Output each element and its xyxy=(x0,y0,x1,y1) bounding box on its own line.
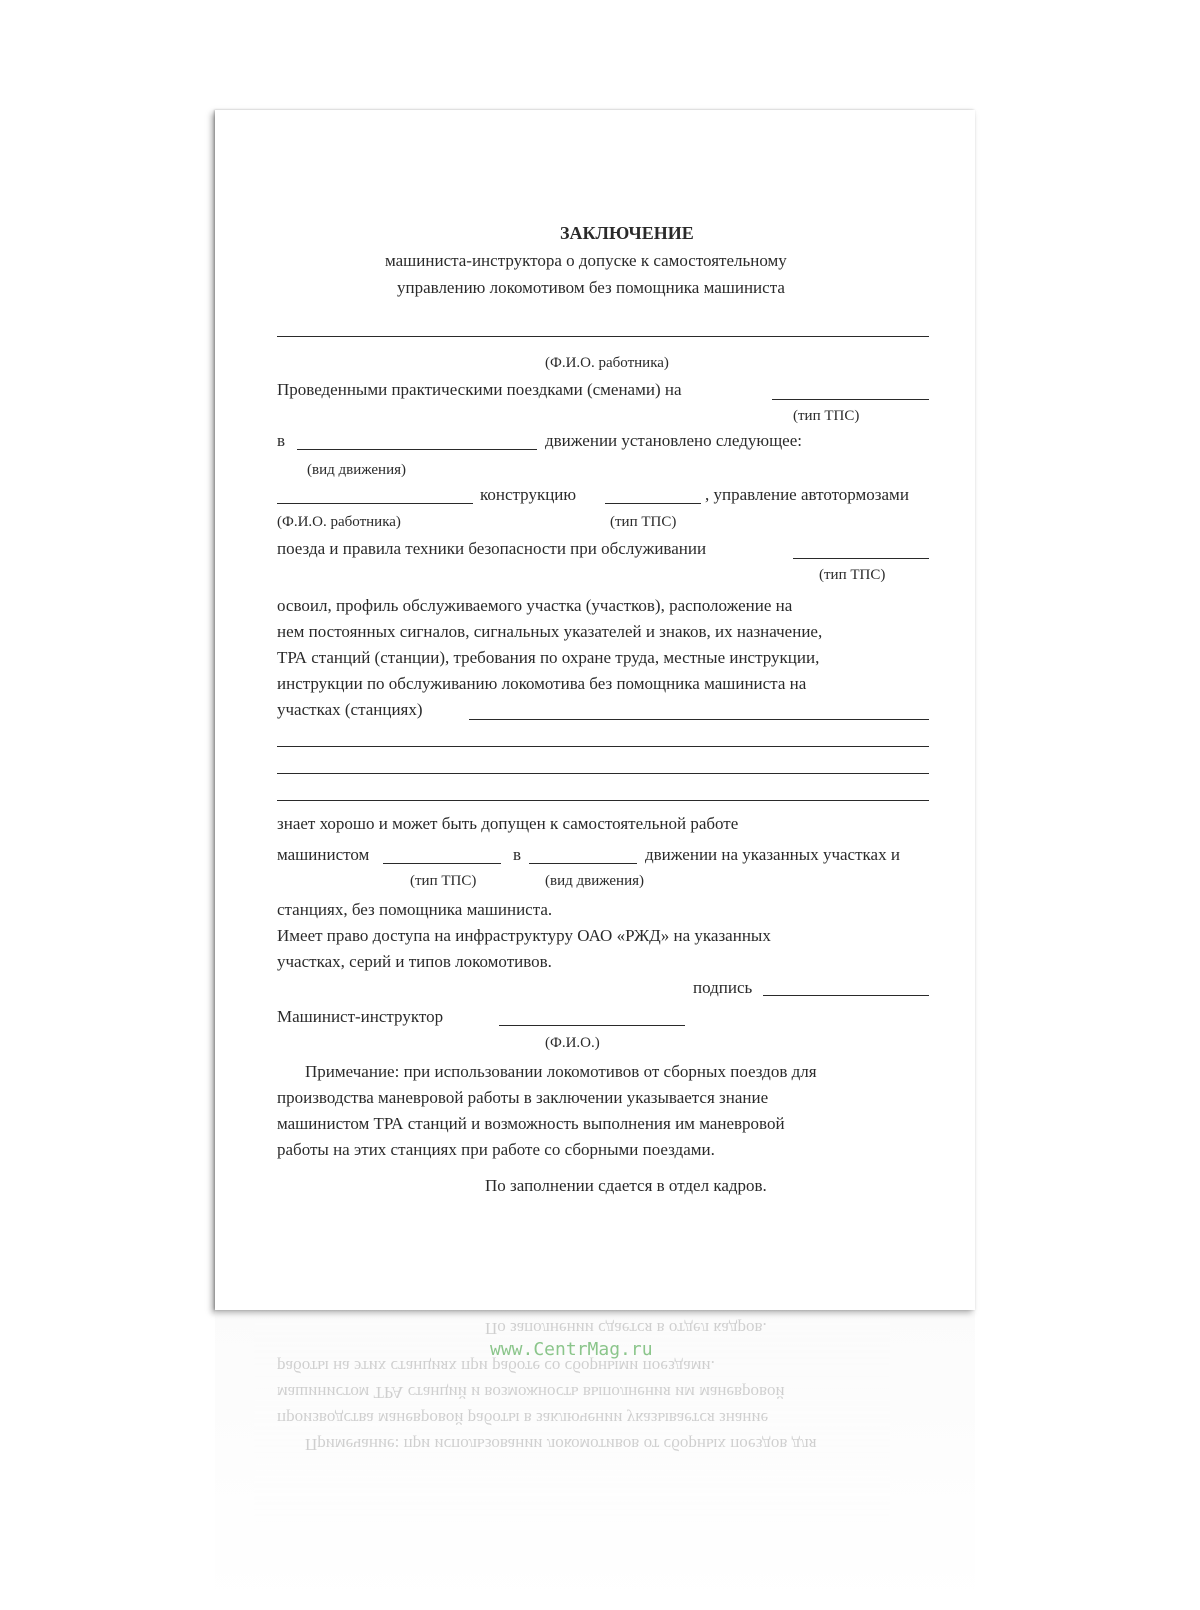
worker-name-caption: (Ф.И.О. работника) xyxy=(545,355,669,371)
body-line-1: освоил, профиль обслуживаемого участка (участков), расположение на xyxy=(277,596,793,615)
tps-type-line-2 xyxy=(605,503,701,504)
worker-name-line-2 xyxy=(277,503,473,504)
body-line-5: участках (станциях) xyxy=(277,700,423,719)
form-title: ЗАКЛЮЧЕНИЕ xyxy=(560,223,694,243)
sections-line-4 xyxy=(277,800,929,801)
note-line-1: Примечание: при использовании локомотивов от сборных поездов для xyxy=(305,1062,817,1081)
worker-name-caption-2: (Ф.И.О. работника) xyxy=(277,514,401,530)
tps-type-caption-3: (тип ТПС) xyxy=(819,567,886,583)
tps-type-line-3 xyxy=(793,558,929,559)
reflection-note-line-1: Примечание: при использовании локомотивов от сборных поездов для xyxy=(305,1435,817,1454)
admit-in-prefix: в xyxy=(513,845,522,864)
trips-text: Проведенными практическими поездками (сменами) на xyxy=(277,380,682,399)
access-line-2: участках, серий и типов локомотивов. xyxy=(277,952,552,971)
brakes-text: , управление автотормозами xyxy=(705,485,909,504)
note-line-2: производства маневровой работы в заключении указывается знание xyxy=(277,1088,769,1107)
body-line-2: нем постоянных сигналов, сигнальных указателей и знаков, их назначение, xyxy=(277,622,823,641)
movement-type-caption-2: (вид движения) xyxy=(545,873,645,889)
instructor-name-line xyxy=(499,1025,685,1026)
sections-line-1 xyxy=(469,719,929,720)
reflection-note-line-3: машинистом ТРА станций и возможность выполнения им маневровой xyxy=(277,1383,785,1402)
tps-type-caption-4: (тип ТПС) xyxy=(410,873,477,889)
tps-type-line-4 xyxy=(383,863,501,864)
reflection-note-line-4: работы на этих станциях при работе со сборными поездами. xyxy=(277,1357,715,1376)
tps-type-line-1 xyxy=(772,399,929,400)
in-prefix: в xyxy=(277,431,286,450)
form-sheet xyxy=(215,110,975,1310)
reflection-note-line-2: производства маневровой работы в заключении указывается знание xyxy=(277,1409,769,1428)
note-line-3: машинистом ТРА станций и возможность выполнения им маневровой xyxy=(277,1114,785,1133)
established-text: движении установлено следующее: xyxy=(545,431,802,450)
instructor-label: Машинист-инструктор xyxy=(277,1007,444,1026)
sections-line-2 xyxy=(277,746,929,747)
worker-name-line xyxy=(277,336,929,337)
form-subtitle-line-2: управлению локомотивом без помощника машиниста xyxy=(397,278,785,297)
body-line-3: ТРА станций (станции), требования по охране труда, местные инструкции, xyxy=(277,648,820,667)
tps-type-caption-2: (тип ТПС) xyxy=(610,514,677,530)
admit-line-1b: движении на указанных участках и xyxy=(645,845,900,864)
footer-note: По заполнении сдается в отдел кадров. xyxy=(485,1176,767,1195)
instructor-name-caption: (Ф.И.О.) xyxy=(545,1035,600,1051)
admit-driver-text: машинистом xyxy=(277,845,370,864)
access-line-1: Имеет право доступа на инфраструктуру ОАО «РЖД» на указанных xyxy=(277,926,771,945)
tps-type-caption-1: (тип ТПС) xyxy=(793,408,860,424)
reflection-footer: По заполнении сдается в отдел кадров. xyxy=(485,1319,767,1338)
sections-line-3 xyxy=(277,773,929,774)
body-line-4: инструкции по обслуживанию локомотива без помощника машиниста на xyxy=(277,674,807,693)
form-subtitle-line-1: машиниста-инструктора о допуске к самостоятельному xyxy=(385,251,787,270)
movement-type-caption-1: (вид движения) xyxy=(307,462,407,478)
signature-line xyxy=(763,995,929,996)
movement-type-line-2 xyxy=(529,863,637,864)
admit-line-3: станциях, без помощника машиниста. xyxy=(277,900,553,919)
signature-label: подпись xyxy=(693,978,753,997)
admit-line-1: знает хорошо и может быть допущен к самостоятельной работе xyxy=(277,814,739,833)
note-line-4: работы на этих станциях при работе со сборными поездами. xyxy=(277,1140,715,1159)
construction-text: конструкцию xyxy=(480,485,577,504)
movement-type-line-1 xyxy=(297,449,537,450)
site-watermark: www.CentrMag.ru xyxy=(490,1339,653,1360)
safety-text: поезда и правила техники безопасности при обслуживании xyxy=(277,539,707,558)
